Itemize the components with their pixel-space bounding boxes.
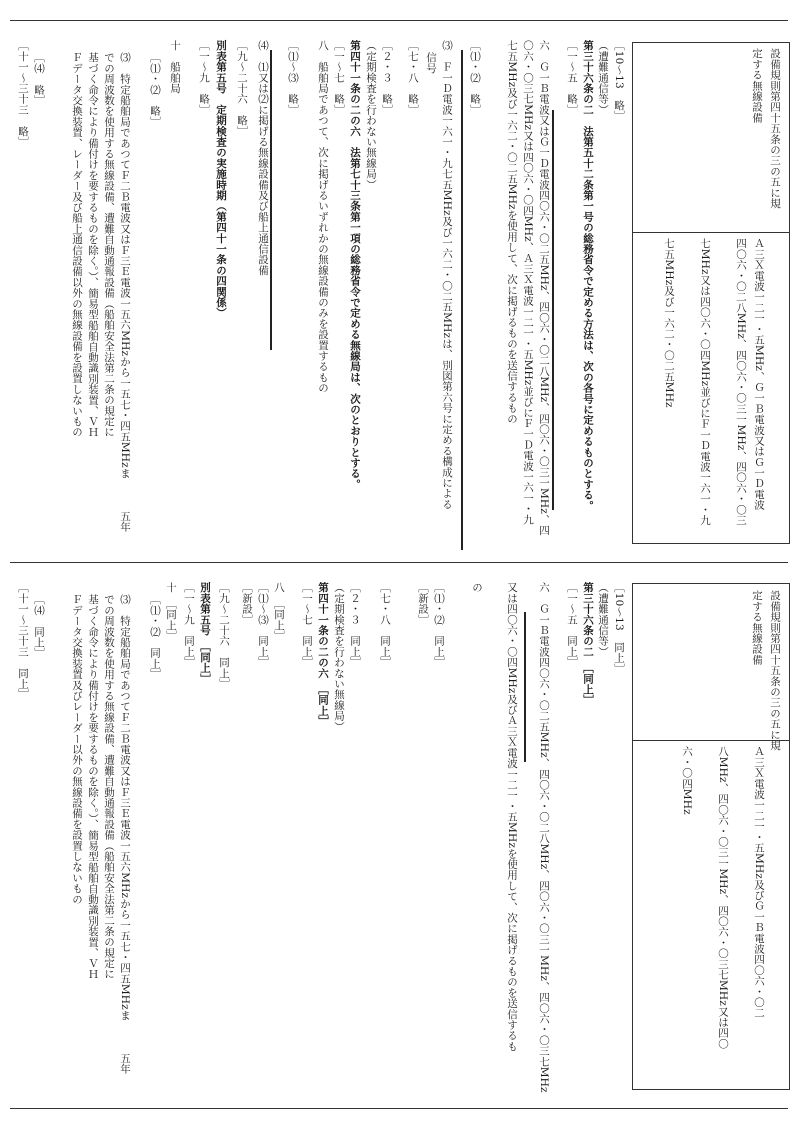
top-change-mark-3 [270,50,272,350]
top-box-body-line-4: 七五MHz及び一六二・〇二五MHz [663,238,675,408]
bottom-box-title-line-2: 定する無線設備 [751,590,763,665]
bottom-col-23: ⑶ 特定船舶局であつてＦ二Ｂ電波又はＦ三Ｅ電波一五六MHzから一五七・四五MHzま 五年 [119,594,131,1075]
top-col-7: 七五MHz及び一六二・〇二五MHzを使用して、次に掲げるものを送信するもの [506,40,518,424]
bottom-col-25: 基づく命令により備付けを要するものを除く。）、簡易型船舶自動識別装置、ＶＨ [87,594,99,980]
bottom-col-21: 十 ［同上］ [165,582,177,641]
bottom-col-7: の [471,582,483,593]
top-col-22: 十 船舶局 [169,40,181,94]
top-appended-table-5: 別表第五号 定期検査の実施時期（第四十一条の四関係） [215,40,227,319]
top-box-title-line-1: 設備規則第四十五条の三の五に規 [769,48,781,209]
bottom-col-6: 又は四〇六・〇四MHz及びＡ三Ｘ電波一二一・五MHzを使用して、次に掲げるものを送信するも [506,582,518,1052]
bottom-article-36-2: 第三十六条の二 ［同上］ [582,582,594,706]
bottom-table-box [632,583,790,1090]
top-col-19: ［九～二十六 略］ [236,40,248,137]
bottom-col-16: ［⑴～⑶ 同上］ [257,582,269,668]
top-article-36-2: 第三十六条の二 法第五十二条第一号の総務省令で定める方法は、次の各号に定めるものとする。 [582,40,594,511]
top-col-29: ［十一～三十三 略］ [17,40,29,147]
top-col-11: ［七・八 略］ [407,40,419,115]
bottom-col-18: ［九～二十六 同上］ [218,582,230,689]
bottom-box-body-line-2: 八MHz、四〇六・〇三一MHz、四〇六・〇三七MHz又は四〇 [717,746,729,1049]
top-col-26: 基づく命令により備付けを要するものを除く。）、簡易型船舶自動識別装置、ＶＨ [87,52,99,438]
top-col-10: 信号 [425,52,437,74]
bottom-col-11: ［２・３ 同上］ [349,582,361,668]
bottom-box-body-line-3: 六・〇四MHz [681,746,693,815]
top-col-4: ［一～五 略］ [566,40,578,115]
middle-rule [10,562,788,563]
top-col-6: 〇六・〇三七MHz又は四〇六・〇四MHz、Ａ三Ｘ電波一二一・五MHz並びにＦ一Ｄ電波一六一・九 [522,40,534,525]
top-change-mark-1 [552,110,554,510]
bottom-col-2: （遭難通信等） [597,582,609,657]
bottom-box-title-line-1: 設備規則第四十五条の三の五に規 [769,590,781,751]
top-col-9: ⑶ Ｆ一Ｄ電波一六一・九七五MHz及び一六二・〇二五MHzは、別図第六号に定める構成による [441,40,453,510]
top-box-body-line-1: Ａ三Ｘ電波一二一・五MHz、Ｇ一Ｂ電波又はＧ一Ｄ電波 [753,238,765,511]
top-table-separator [632,232,789,233]
bottom-box-body-line-1: Ａ三Ｘ電波一二一・五MHz及びＧ一Ｂ電波四〇六・〇二 [753,746,765,1019]
bottom-change-mark-1 [524,612,526,762]
bottom-col-27: ［⑷ 同上］ [33,594,45,659]
top-col-23: ［⑴・⑵ 略］ [149,52,161,127]
top-col-17: ［⑴～⑶ 略］ [287,40,299,115]
bottom-col-10: ［七・八 同上］ [379,582,391,668]
top-col-15: ［一～七 略］ [333,40,345,115]
top-box-title-line-2: 定する無線設備 [751,48,763,123]
top-change-mark-2 [461,50,463,550]
top-col-21: ［一～九 略］ [198,40,210,115]
top-col-18: ⑷ ⑴又は⑵に掲げる無線設備及び船上通信設備 [257,40,269,276]
top-col-2: （遭難通信等） [597,40,609,115]
bottom-col-1: ［10～13 同上］ [613,582,625,674]
bottom-col-28: ［十一～三十三 同上］ [17,582,29,700]
top-col-5: 六 Ｇ一Ｂ電波又はＧ一Ｄ電波四〇六・〇二五MHz、四〇六・〇二八MHz、四〇六・〇三一MHz、四 [538,40,550,536]
bottom-col-4: ［一～五 同上］ [566,582,578,668]
bottom-col-17: ［新設］ [241,582,253,625]
top-article-41-2-6: 第四十一条の二の六 法第七十三条第一項の総務省令で定める無線局は、次のとおりとする。 [349,40,361,490]
bottom-col-5: 六 Ｇ一Ｂ電波四〇六・〇二五MHz、四〇六・〇二八MHz、四〇六・〇三一MHz、四〇六・〇三七MHz [538,582,550,1093]
top-box-body-line-2: 四〇六・〇二八MHz、四〇六・〇三一MHz、四〇六・〇三 [735,238,747,526]
bottom-col-24: での周波数を使用する無線設備、遭難自動通報設備（船舶安全法第二条の規定に [103,594,115,980]
bottom-col-12: （定期検査を行わない無線局） [333,582,345,732]
bottom-rule [10,1108,788,1109]
top-box-body-line-3: 七MHz又は四〇六・〇四MHz並びにＦ一Ｄ電波一六一・九 [699,238,711,526]
bottom-col-9: ［新設］ [417,582,429,625]
top-col-16: 八 船舶局であつて、次に掲げるいずれかの無線設備のみを設置するもの [317,40,329,394]
top-table-box [632,42,790,544]
top-rule [10,20,788,21]
top-col-13: （定期検査を行わない無線局） [365,40,377,190]
bottom-article-41-2-6: 第四十一条の二の六 ［同上］ [317,582,329,727]
bottom-col-8: ［⑴・⑵ 同上］ [433,582,445,668]
top-col-12: ［２・３ 略］ [381,40,393,115]
bottom-col-15: 八 ［同上］ [273,582,285,641]
bottom-table-separator [632,740,789,741]
top-col-24: ⑶ 特定船舶局であつてＦ二Ｂ電波又はＦ三Ｅ電波一五六MHzから一五七・四五MHzま 五年 [119,52,131,533]
bottom-col-20: ［一～九 同上］ [183,582,195,668]
bottom-col-14: ［一～七 同上］ [301,582,313,668]
bottom-col-22: ［⑴・⑵ 同上］ [149,594,161,680]
top-col-28: ［⑷ 略］ [33,52,45,106]
top-col-8: ［⑴・⑵ 略］ [469,40,481,115]
top-col-27: Ｆデータ交換装置、レーダー及び船上通信設備以外の無線設備を設置しないもの [71,52,83,438]
top-col-1: ［10～13 略］ [613,40,625,122]
top-col-25: での周波数を使用する無線設備、遭難自動通報設備（船舶安全法第二条の規定に [103,52,115,438]
bottom-col-26: Ｆデータ交換装置及びレーダー以外の無線設備を設置しないもの [71,594,83,905]
bottom-appended-table-5: 別表第五号 ［同上］ [199,582,211,684]
